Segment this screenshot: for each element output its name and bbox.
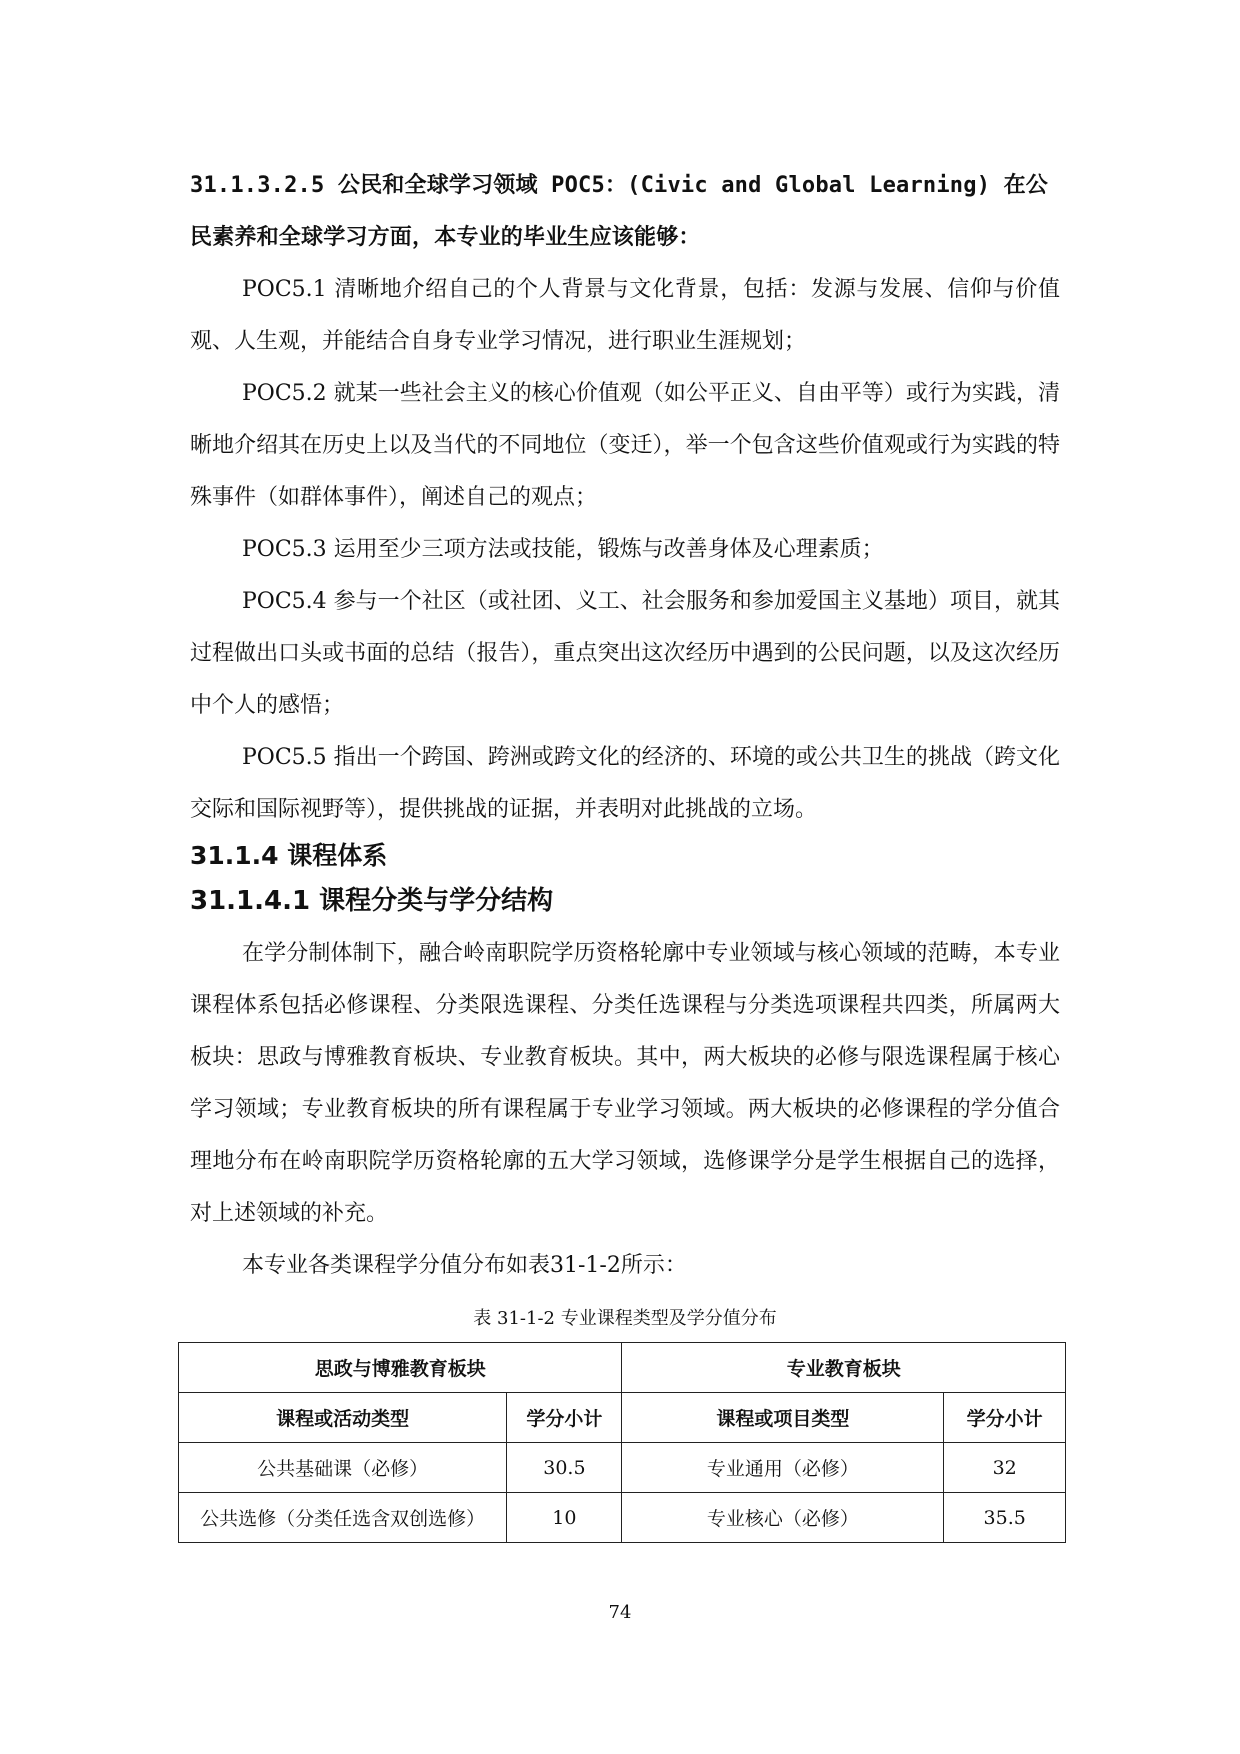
column-header-activity-type: 课程或活动类型 xyxy=(179,1393,507,1443)
outcome-poc5-1: POC5.1 清晰地介绍自己的个人背景与文化背景，包括：发源与发展、信仰与价值观、人生观，并能结合自身专业学习情况，进行职业生涯规划； xyxy=(190,277,1060,354)
outcome-poc5-4: POC5.4 参与一个社区（或社团、义工、社会服务和参加爱国主义基地）项目，就其过程做出口头或书面的总结（报告），重点突出这次经历中遇到的公民问题，以及这次经历中个人的感悟； xyxy=(190,589,1060,718)
section-heading-line-1: 31.1.3.2.5 公民和全球学习领域 POC5：(Civic and Global Learning) 在公 xyxy=(190,173,1048,198)
section-heading-line-2: 民素养和全球学习方面，本专业的毕业生应该能够： xyxy=(190,225,701,250)
table-cell: 32 xyxy=(944,1443,1066,1493)
table-cell: 35.5 xyxy=(944,1493,1066,1543)
table-cell: 公共选修（分类任选含双创选修） xyxy=(179,1493,507,1543)
table-cell: 30.5 xyxy=(507,1443,622,1493)
table-cell: 专业通用（必修） xyxy=(622,1443,944,1493)
heading-course-classification: 31.1.4.1 课程分类与学分结构 xyxy=(190,886,554,916)
table-column-header-row xyxy=(179,1393,1066,1443)
column-header-credits: 学分小计 xyxy=(507,1393,622,1443)
page-content xyxy=(190,160,1060,1543)
column-header-credits: 学分小计 xyxy=(944,1393,1066,1443)
outcome-poc5-2: POC5.2 就某一些社会主义的核心价值观（如公平正义、自由平等）或行为实践，清晰地介绍其在历史上以及当代的不同地位（变迁），举一个包含这些价值观或行为实践的特殊事件（如群体事件），阐述自己的观点； xyxy=(190,381,1060,510)
group-header-professional-education: 专业教育板块 xyxy=(622,1343,1066,1393)
page-number: 74 xyxy=(608,1602,632,1623)
body-paragraph-curriculum: 在学分制体制下，融合岭南职院学历资格轮廓中专业领域与核心领域的范畴，本专业课程体系包括必修课程、分类限选课程、分类任选课程与分类选项课程共四类，所属两大板块：思政与博雅教育板块、专业教育板块。其中，两大板块的必修与限选课程属于核心学习领域；专业教育板块的所有课程属于专业学习领域。两大板块的必修课程的学分值合理地分布在岭南职院学历资格轮廓的五大学习领域，选修课学分是学生根据自己的选择，对上述领域的补充。 xyxy=(190,941,1060,1226)
table-cell: 公共基础课（必修） xyxy=(179,1443,507,1493)
table-row xyxy=(179,1443,1066,1493)
table-caption: 表 31-1-2 专业课程类型及学分值分布 xyxy=(473,1308,777,1329)
outcome-poc5-5: POC5.5 指出一个跨国、跨洲或跨文化的经济的、环境的或公共卫生的挑战（跨文化交际和国际视野等），提供挑战的证据，并表明对此挑战的立场。 xyxy=(190,745,1060,822)
table-row xyxy=(179,1493,1066,1543)
heading-course-system: 31.1.4 课程体系 xyxy=(190,841,388,870)
outcome-poc5-3: POC5.3 运用至少三项方法或技能，锻炼与改善身体及心理素质； xyxy=(242,537,884,562)
column-header-project-type: 课程或项目类型 xyxy=(622,1393,944,1443)
credit-distribution-table xyxy=(178,1342,1066,1543)
table-cell: 专业核心（必修） xyxy=(622,1493,944,1543)
table-group-header-row xyxy=(179,1343,1066,1393)
group-header-general-education: 思政与博雅教育板块 xyxy=(179,1343,622,1393)
table-cell: 10 xyxy=(507,1493,622,1543)
body-paragraph-table-intro: 本专业各类课程学分值分布如表31-1-2所示： xyxy=(242,1253,687,1278)
